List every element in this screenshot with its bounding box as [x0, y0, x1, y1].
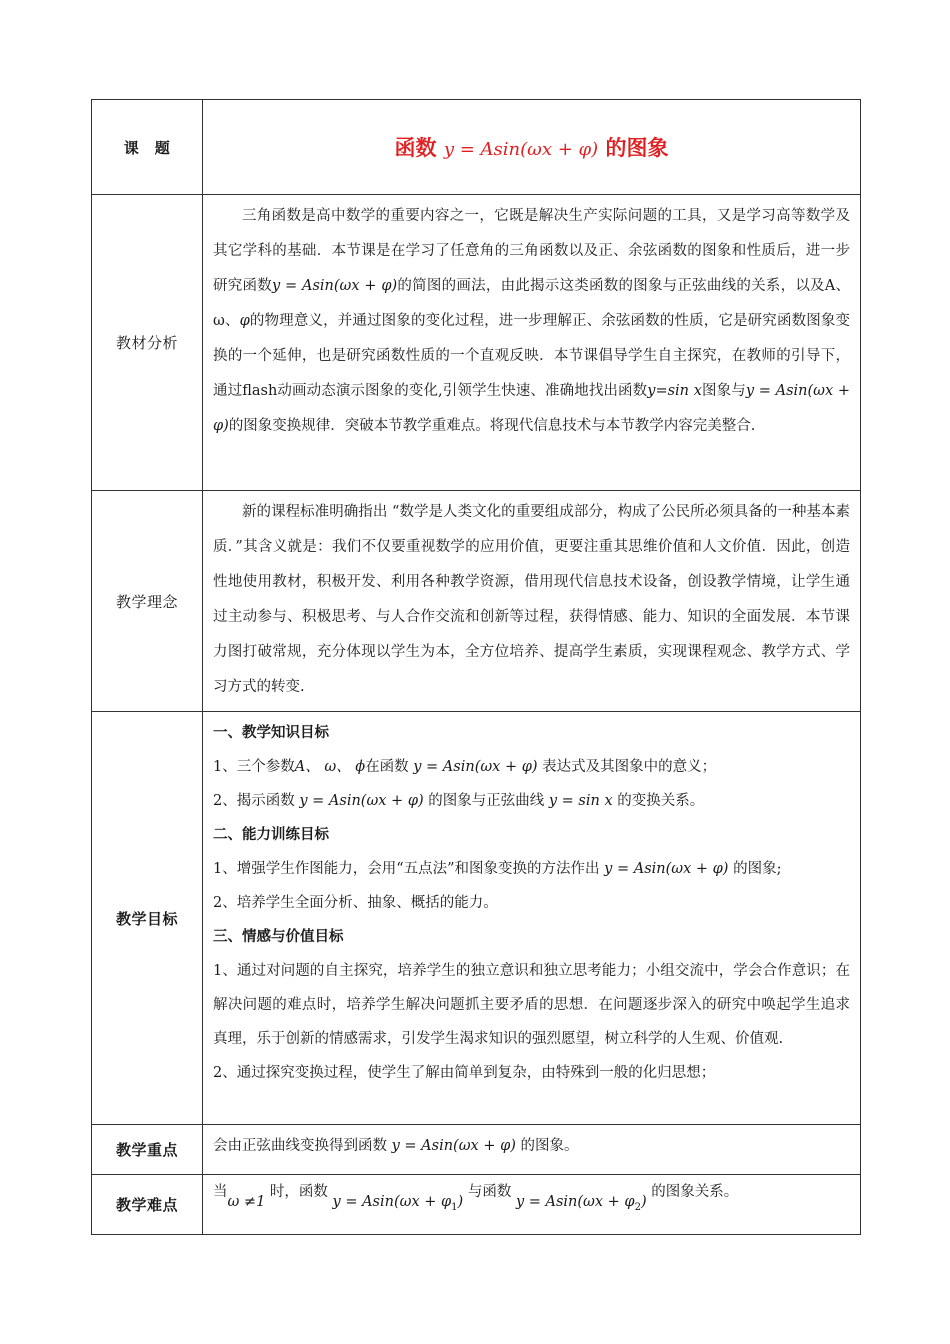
objectives-heading-knowledge: 一、教学知识目标	[213, 725, 329, 741]
analysis-content	[203, 195, 861, 491]
objectives-heading-emotion: 三、情感与价值目标	[213, 929, 344, 945]
lesson-title	[395, 136, 669, 160]
objectives-row	[92, 712, 861, 1125]
analysis-text-5: 的图象变换规律．突破本节教学重难点。将现代信息技术与本节教学内容完美整合.	[228, 418, 756, 434]
objectives-content	[203, 712, 861, 1125]
lesson-title-prefix: 函数	[394, 136, 437, 160]
objective-item-3	[213, 852, 850, 886]
analysis-label: 教材分析	[92, 195, 203, 491]
objective-item-1-text-c: 表达式及其图象中的意义；	[542, 759, 717, 775]
difficulties-formula-2: $y = Asin(\omega x + \varphi_2)$	[515, 1194, 647, 1213]
analysis-text-4: 图象与	[701, 383, 746, 399]
objectives-heading-ability: 二、能力训练目标	[213, 827, 329, 843]
objective-item-2-formula: y = Asin(ωx + φ)	[299, 793, 424, 809]
objective-item-1-text-a: 1、三个参数	[213, 759, 295, 775]
title-cell	[203, 100, 861, 195]
analysis-formula-3: y=sin x	[647, 383, 702, 399]
difficulties-text-d: 的图象关系。	[651, 1184, 739, 1200]
objective-item-3-text-a: 1、增强学生作图能力，会用“五点法”和图象变换的方法作出	[213, 861, 600, 877]
key-points-text-b: 的图象。	[520, 1138, 579, 1154]
objective-item-1-text-b: 在函数	[365, 759, 409, 775]
objective-item-3-text-b: 的图象;	[733, 861, 782, 877]
lesson-title-formula: y = Asin(ωx + φ)	[443, 139, 599, 160]
objective-item-1	[213, 750, 850, 784]
philosophy-label: 教学理念	[92, 491, 203, 712]
analysis-text-2: 的简图的画法，由此揭示这类函数的图象与正弦曲线的关系，以及A、ω、	[213, 278, 850, 329]
analysis-text-3: 的物理意义，并通过图象的变化过程，进一步理解正、余弦函数的性质，它是研究函数图象变换的一个延伸，也是研究函数性质的一个直观反映．本节课倡导学生自主探究，在教师的引导下，通过flash动画动态演示图象的变化,引领学生快速、准确地找出函数	[213, 313, 850, 399]
difficulties-label: 教学难点	[92, 1175, 203, 1235]
title-row	[92, 100, 861, 195]
difficulties-formula-2-sub: 2	[634, 1202, 641, 1213]
objective-item-2-text-b: 的图象与正弦曲线	[428, 793, 545, 809]
objective-item-4: 2、培养学生全面分析、抽象、概括的能力。	[213, 895, 498, 911]
objective-item-3-formula: y = Asin(ωx + φ)	[604, 861, 729, 877]
objective-item-1-formula: y = Asin(ωx + φ)	[413, 759, 538, 775]
analysis-text-1: 三角函数是高中数学的重要内容之一，它既是解决生产实际问题的工具，又是学习高等数学及其它学科的基础．本节课是在学习了任意角的三角函数以及正、余弦函数的图象和性质后，进一步研究函数	[213, 208, 850, 294]
lesson-title-suffix: 的图象	[605, 136, 669, 160]
key-points-content	[203, 1125, 861, 1175]
difficulties-formula-1-sub: 1	[451, 1202, 458, 1213]
objective-item-2-text-c: 的变换关系。	[617, 793, 705, 809]
analysis-formula-4: y = Asin(ωx + φ)	[213, 383, 851, 434]
objective-item-2	[213, 784, 850, 818]
difficulties-content	[203, 1175, 861, 1235]
analysis-row	[92, 195, 861, 491]
analysis-formula-1: y = Asin(ωx + φ)	[271, 278, 398, 294]
philosophy-paragraph: 新的课程标准明确指出 “数学是人类文化的重要组成部分，构成了公民所必须具备的一种基本素质．”其含义就是：我们不仅要重视数学的应用价值，更要注重其思维价值和人文价值．因此，创造性地使用教材，积极开发、利用各种教学资源，借用现代信息技术设备，创设教学情境，让学生通过主动参与、积极思考、与人合作交流和创新等过程，获得情感、能力、知识的全面发展．本节课力图打破常规，充分体现以学生为本，全方位培养、提高学生素质，实现课程观念、教学方式、学习方式的转变.	[213, 504, 850, 695]
difficulties-text-c: 与函数	[467, 1184, 512, 1200]
objective-item-5: 1、通过对问题的自主探究，培养学生的独立意识和独立思考能力；小组交流中，学会合作意识；在解决问题的难点时，培养学生解决问题抓主要矛盾的思想．在问题逐步深入的研究中唤起学生追求真理，乐于创新的情感需求，引发学生渴求知识的强烈愿望，树立科学的人生观、价值观.	[213, 963, 850, 1047]
objective-item-1-params: A、 ω、 ϕ	[294, 759, 366, 775]
key-points-label: 教学重点	[92, 1125, 203, 1175]
difficulties-text-b: 时，函数	[269, 1184, 328, 1200]
difficulties-row	[92, 1175, 861, 1235]
analysis-formula-2: φ	[239, 313, 250, 329]
key-points-row	[92, 1125, 861, 1175]
key-points-formula: y = Asin(ωx + φ)	[391, 1138, 516, 1154]
difficulties-text-a: 当	[213, 1184, 228, 1200]
title-row-label: 课 题	[92, 100, 203, 195]
objective-item-6: 2、通过探究变换过程，使学生了解由简单到复杂，由特殊到一般的化归思想；	[213, 1065, 716, 1081]
philosophy-content	[203, 491, 861, 712]
key-points-text-a: 会由正弦曲线变换得到函数	[213, 1138, 387, 1154]
objective-item-2-sine: y = sin x	[548, 793, 613, 809]
philosophy-row	[92, 491, 861, 712]
difficulties-formula-1-body: y = Asin(ωx + φ	[332, 1194, 452, 1210]
objective-item-2-text-a: 2、揭示函数	[213, 793, 295, 809]
difficulties-formula-2-body: y = Asin(ωx + φ	[515, 1194, 635, 1210]
difficulties-condition: ω ≠1	[227, 1194, 266, 1210]
lesson-plan-table	[91, 99, 861, 1235]
difficulties-formula-1: $y = Asin(\omega x + \varphi_1)$	[332, 1194, 464, 1213]
objectives-label: 教学目标	[92, 712, 203, 1125]
analysis-paragraph	[213, 199, 850, 444]
